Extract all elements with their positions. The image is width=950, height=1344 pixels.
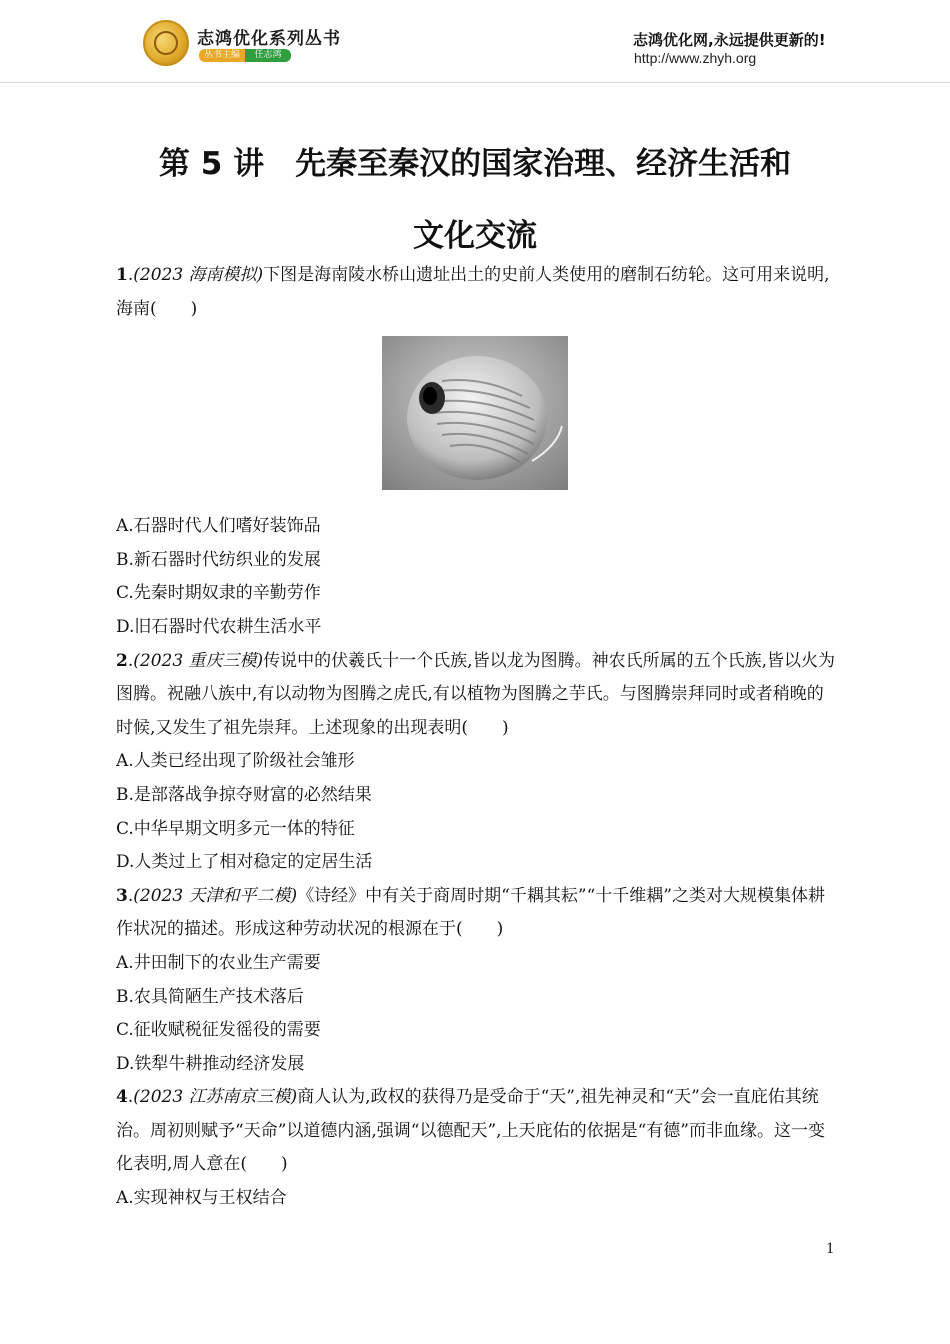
option-3-d: D.铁犁牛耕推动经济发展: [116, 1053, 305, 1074]
editor-label: 丛书主编: [199, 49, 245, 62]
title-line-2: 文化交流: [413, 218, 537, 254]
question-3: [116, 880, 836, 1082]
option-2-b: B.是部落战争掠夺财富的必然结果: [116, 784, 372, 805]
series-title: 志鸿优化系列丛书: [197, 29, 341, 49]
page-number: 1: [826, 1240, 834, 1257]
page-title: [0, 128, 950, 272]
option-3-c: C.征收赋税征发徭役的需要: [116, 1020, 321, 1041]
header-divider: [0, 82, 950, 83]
page-header: [0, 0, 950, 82]
option-2-a: A.人类已经出现了阶级社会雏形: [116, 751, 355, 772]
option-1-b: B.新石器时代纺织业的发展: [116, 549, 321, 570]
question-stem: 2.(2023 重庆三模)传说中的伏羲氏十一个氏族,皆以龙为图腾。神农氏所属的五个氏族,皆以火为图腾。祝融八族中,有以动物为图腾之虎氏,有以植物为图腾之芋氏。与图腾崇拜同时或者稍晚的时候,又发生了祖先崇拜。上述现象的出现表明( ): [116, 650, 835, 738]
option-3-a: A.井田制下的农业生产需要: [116, 952, 321, 973]
option-2-c: C.中华早期文明多元一体的特征: [116, 818, 355, 839]
question-4: [116, 1081, 836, 1215]
question-list: [116, 259, 836, 1216]
option-1-c: C.先秦时期奴隶的辛勤劳作: [116, 583, 321, 604]
title-line-1: 第 5 讲 先秦至秦汉的国家治理、经济生活和: [158, 146, 792, 182]
header-website-link[interactable]: http://www.zhyh.org: [634, 50, 757, 66]
option-2-d: D.人类过上了相对稳定的定居生活: [116, 852, 373, 873]
stone-spindle-whorl-photo: [382, 336, 568, 490]
question-stem: 3.(2023 天津和平二模)《诗经》中有关于商周时期“千耦其耘”“十千维耦”之类对大规模集体耕作状况的描述。形成这种劳动状况的根源在于( ): [116, 885, 825, 940]
option-1-a: A.石器时代人们嗜好装饰品: [116, 516, 321, 537]
editor-name: 任志鸿: [245, 49, 291, 62]
question-2: [116, 645, 836, 880]
question-1: [116, 259, 836, 645]
option-3-b: B.农具简陋生产技术落后: [116, 986, 304, 1007]
option-4-a: A.实现神权与王权结合: [116, 1188, 287, 1209]
option-1-d: D.旧石器时代农耕生活水平: [116, 616, 322, 637]
question-stem: 1.(2023 海南模拟)下图是海南陵水桥山遗址出土的史前人类使用的磨制石纺轮。这可用来说明,海南( ): [116, 265, 830, 319]
header-slogan: 志鸿优化网,永远提供更新的!: [633, 31, 826, 49]
publisher-logo-icon: [143, 20, 189, 66]
question-stem: 4.(2023 江苏南京三模)商人认为,政权的获得乃是受命于“天”,祖先神灵和“天”会一直庇佑其统治。周初则赋予“天命”以道德内涵,强调“以德配天”,上天庇佑的依据是“有德”而非血缘。这一变化表明,周人意在( ): [116, 1087, 825, 1175]
